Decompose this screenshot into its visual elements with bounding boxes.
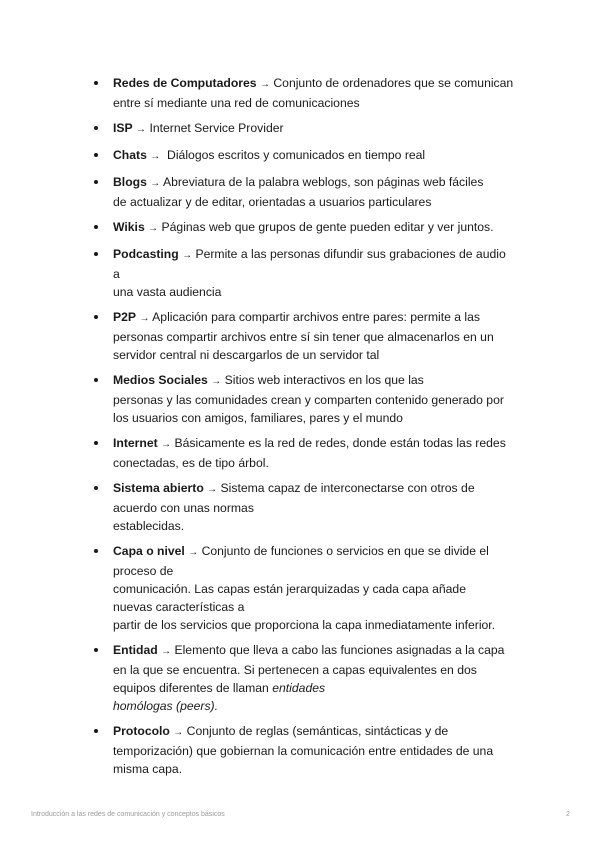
definition-line: Elemento que lleva a cabo las funciones asignadas a la capa xyxy=(174,643,505,657)
arrow-icon: → xyxy=(173,727,184,738)
definition-line: equipos diferentes de llaman xyxy=(113,681,269,695)
list-item xyxy=(94,218,534,238)
definition-line: acuerdo con unas normas xyxy=(113,501,254,515)
list-item xyxy=(94,641,534,715)
term: Redes de Computadores xyxy=(113,76,257,90)
bullet-icon xyxy=(94,153,98,157)
definition-line: Conjunto de reglas (semánticas, sintácticas y de xyxy=(186,724,449,738)
list-item xyxy=(94,722,534,778)
definition-line: a xyxy=(113,267,120,281)
definition-line: de actualizar y de editar, orientadas a usuarios particulares xyxy=(113,195,432,209)
term: Entidad xyxy=(113,643,158,657)
footer-title: Introducción a las redes de comunicación y conceptos básicos xyxy=(31,811,225,818)
arrow-icon: → xyxy=(188,547,199,558)
definition-line: en la que se encuentra. Si pertenecen a capas equivalentes en dos xyxy=(113,663,477,677)
definition-line: nuevas características a xyxy=(113,600,245,614)
definition-line: misma capa. xyxy=(113,762,183,776)
bullet-icon xyxy=(94,252,98,256)
list-item xyxy=(94,434,534,472)
definition-line: partir de los servicios que proporciona la capa inmediatamente inferior. xyxy=(113,618,496,632)
term: Podcasting xyxy=(113,247,179,261)
definition-line: entre sí mediante una red de comunicaciones xyxy=(113,96,360,110)
definition-line: Básicamente es la red de redes, donde están todas las redes xyxy=(174,436,506,450)
bullet-icon xyxy=(94,486,98,490)
arrow-icon: → xyxy=(211,376,222,387)
arrow-icon: → xyxy=(161,439,172,450)
definition-line: personas compartir archivos entre sí sin tener que almacenarlos en un xyxy=(113,330,494,344)
bullet-icon xyxy=(94,549,98,553)
italic-line: homólogas (peers). xyxy=(113,699,218,713)
bullet-icon xyxy=(94,315,98,319)
definition-line: Abreviatura de la palabra weblogs, son páginas web fáciles xyxy=(162,175,484,189)
list-item xyxy=(94,479,534,535)
term: Protocolo xyxy=(113,724,170,738)
bullet-icon xyxy=(94,378,98,382)
definition-line: temporización) que gobiernan la comunicación entre entidades de una xyxy=(113,744,494,758)
definition-line: comunicación. Las capas están jerarquizadas y cada capa añade xyxy=(113,582,466,596)
term: Capa o nivel xyxy=(113,544,185,558)
arrow-icon: → xyxy=(150,178,161,189)
list-item xyxy=(94,119,534,139)
definition-line: Páginas web que grupos de gente pueden editar y ver juntos. xyxy=(161,220,494,234)
arrow-icon: → xyxy=(182,250,193,261)
definition-line: conectadas, es de tipo árbol. xyxy=(113,456,269,470)
term: Wikis xyxy=(113,220,145,234)
definition-list xyxy=(94,74,534,785)
bullet-icon xyxy=(94,729,98,733)
definition-line: Diálogos escritos y comunicados en tiempo real xyxy=(167,148,426,162)
list-item xyxy=(94,371,534,427)
italic-term: entidades xyxy=(272,681,326,695)
arrow-icon: → xyxy=(259,79,270,90)
definition-line: Aplicación para compartir archivos entre pares: permite a las xyxy=(152,310,481,324)
list-item xyxy=(94,173,534,211)
term: Medios Sociales xyxy=(113,373,208,387)
arrow-icon: → xyxy=(136,124,147,135)
definition-line: una vasta audiencia xyxy=(113,285,222,299)
bullet-icon xyxy=(94,126,98,130)
definition-line: personas y las comunidades crean y comparten contenido generado por xyxy=(113,393,504,407)
list-item xyxy=(94,146,534,166)
arrow-icon: → xyxy=(139,313,150,324)
list-item xyxy=(94,542,534,634)
term: Chats xyxy=(113,148,147,162)
bullet-icon xyxy=(94,225,98,229)
bullet-icon xyxy=(94,180,98,184)
list-item xyxy=(94,74,534,112)
definition-line: proceso de xyxy=(113,564,174,578)
list-item xyxy=(94,245,534,301)
page-number: 2 xyxy=(566,811,570,818)
definition-line: los usuarios con amigos, familiares, pares y el mundo xyxy=(113,411,403,425)
arrow-icon: → xyxy=(207,484,218,495)
definition-line: establecidas. xyxy=(113,519,185,533)
term: Blogs xyxy=(113,175,147,189)
definition-line: servidor central ni descargarlos de un servidor tal xyxy=(113,348,380,362)
bullet-icon xyxy=(94,81,98,85)
arrow-icon: → xyxy=(148,223,159,234)
bullet-icon xyxy=(94,648,98,652)
definition-line: Sitios web interactivos en los que las xyxy=(224,373,424,387)
definition-line: Permite a las personas difundir sus grabaciones de audio xyxy=(195,247,506,261)
definition-line: Sistema capaz de interconectarse con otros de xyxy=(220,481,475,495)
bullet-icon xyxy=(94,441,98,445)
term: P2P xyxy=(113,310,137,324)
term: Sistema abierto xyxy=(113,481,204,495)
arrow-icon: → xyxy=(161,646,172,657)
definition-line: Conjunto de ordenadores que se comunican xyxy=(273,76,514,90)
definition-line: Internet Service Provider xyxy=(149,121,284,135)
definition-line: Conjunto de funciones o servicios en que se divide el xyxy=(201,544,489,558)
term: Internet xyxy=(113,436,158,450)
arrow-icon: → xyxy=(150,151,161,162)
term: ISP xyxy=(113,121,133,135)
list-item xyxy=(94,308,534,364)
